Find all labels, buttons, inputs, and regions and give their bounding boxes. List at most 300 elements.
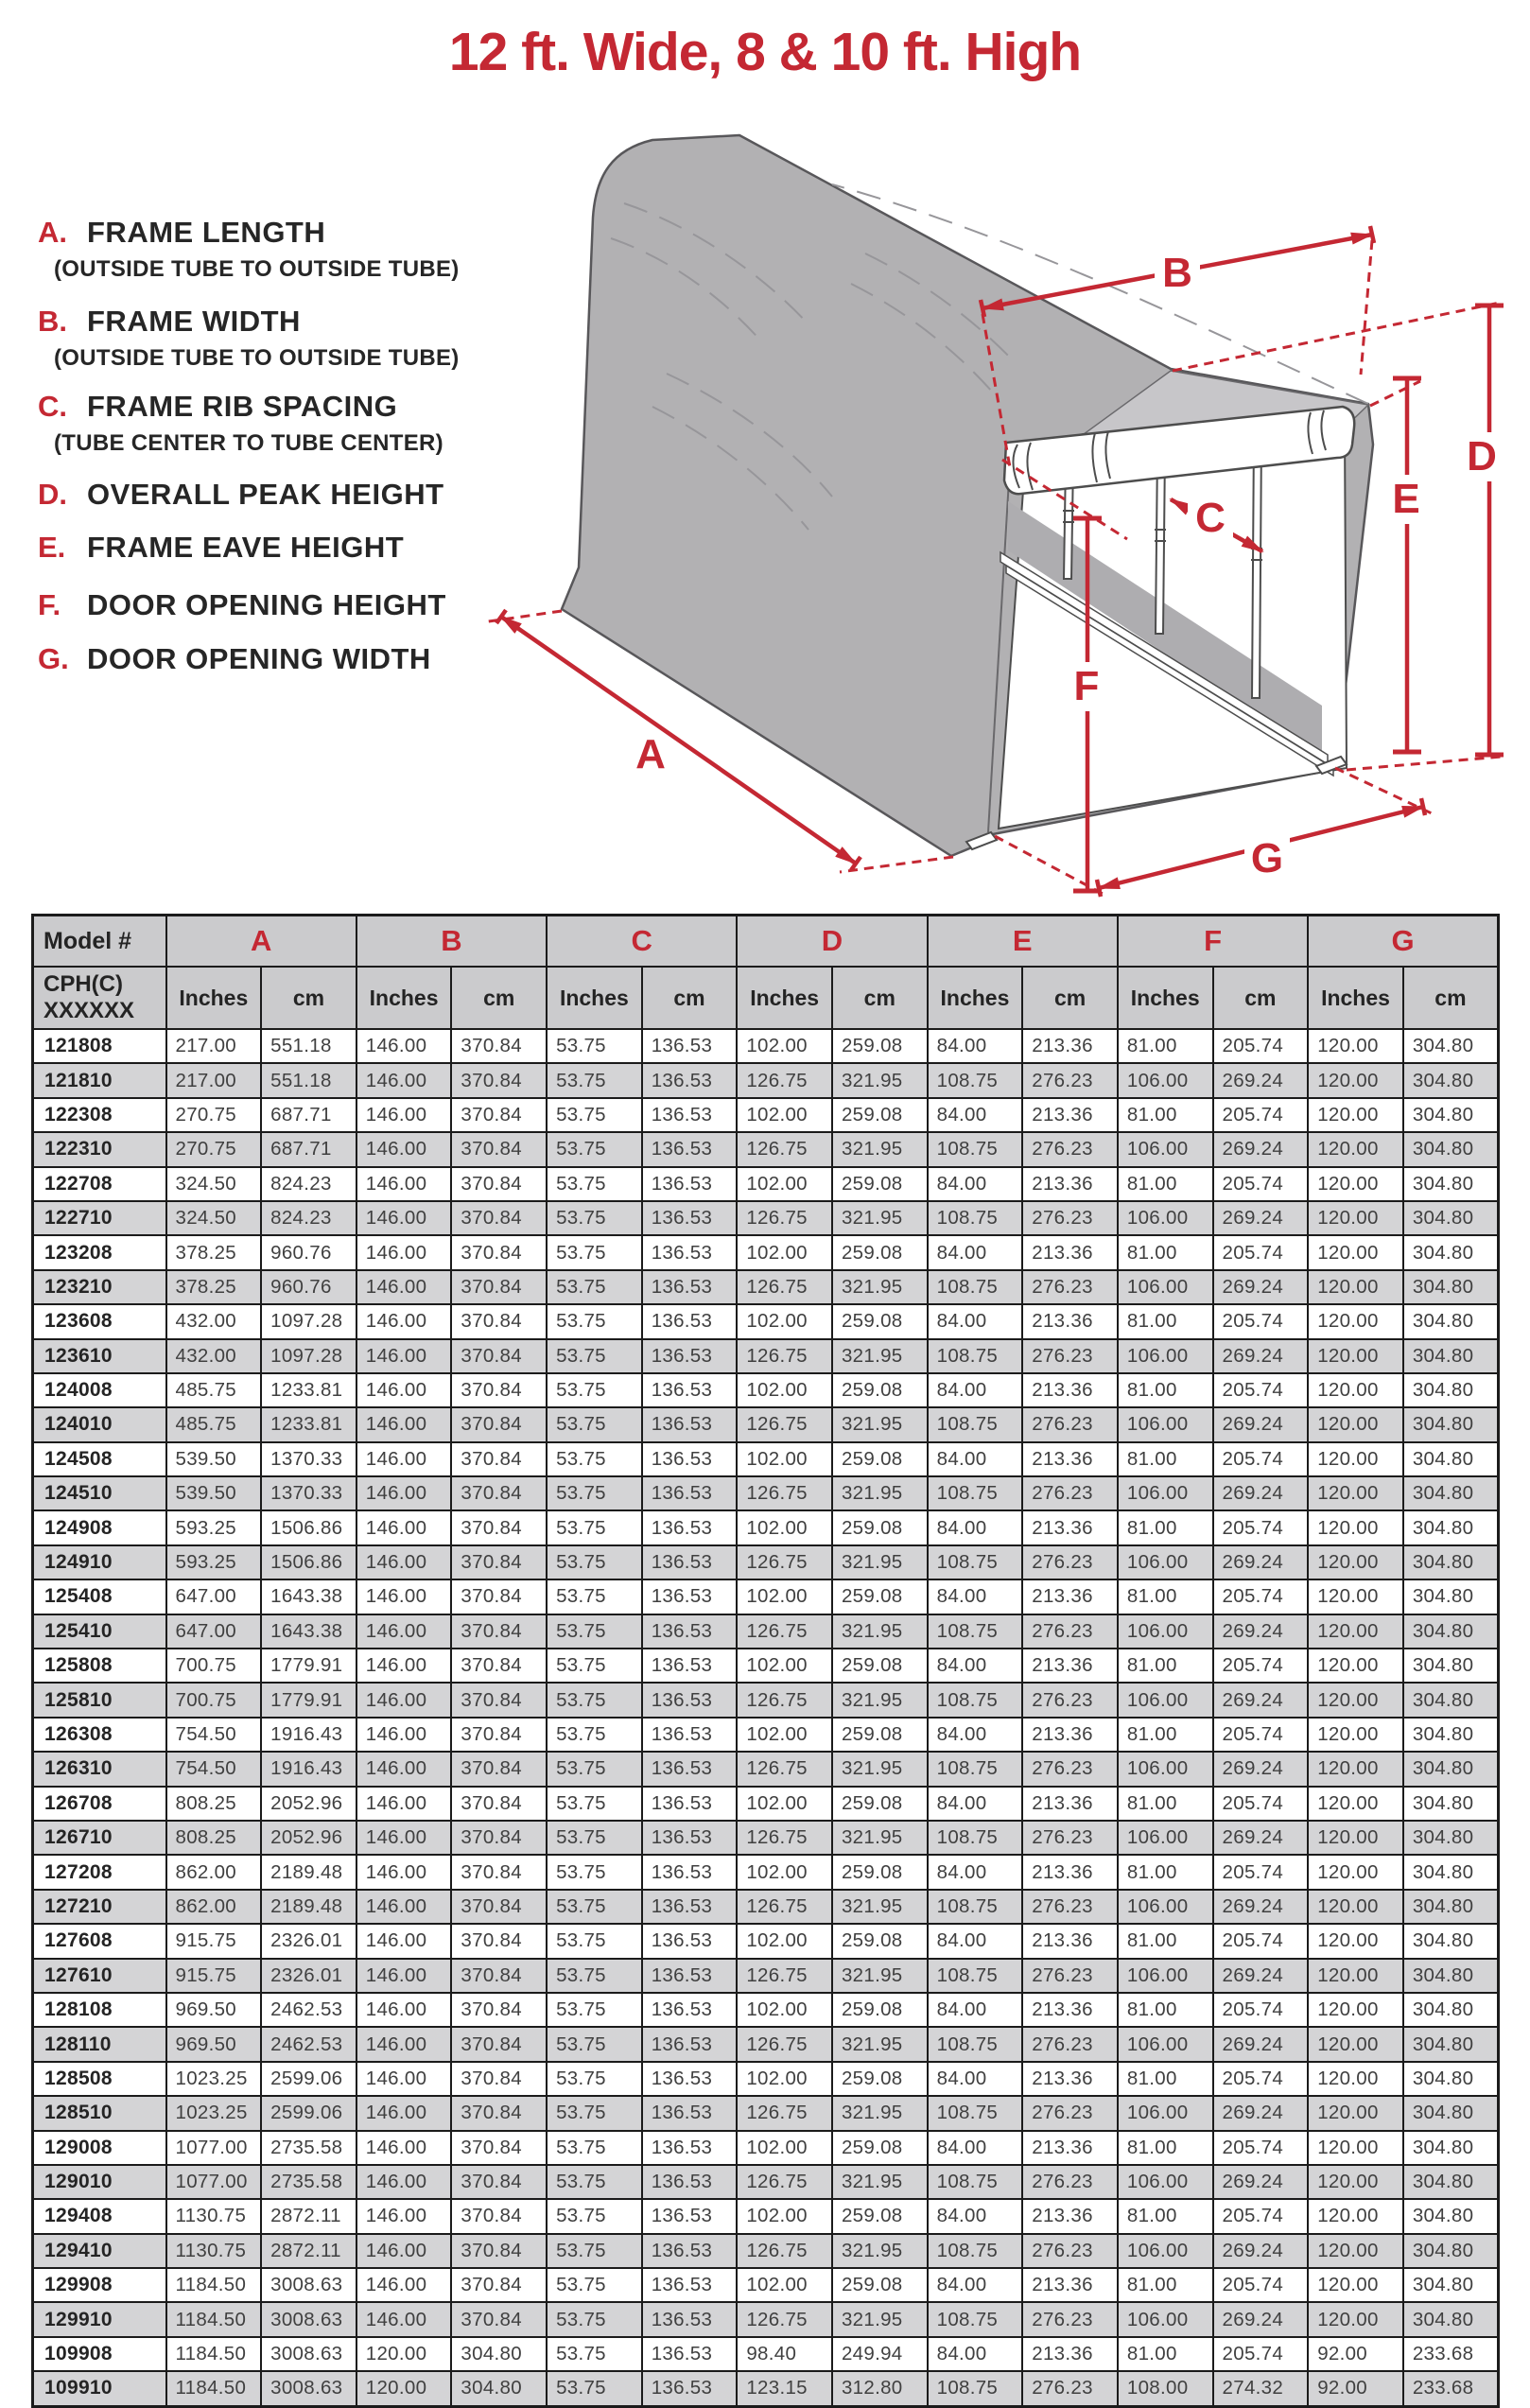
unit-header: Inches [166, 967, 262, 1029]
dimension-value-cell: 205.74 [1213, 1649, 1309, 1683]
dimension-value-cell: 84.00 [928, 1649, 1023, 1683]
dimension-value-cell: 432.00 [166, 1339, 262, 1373]
dimension-value-cell: 259.08 [832, 1029, 928, 1063]
dimension-value-cell: 53.75 [547, 1579, 642, 1614]
dimension-value-cell: 213.36 [1022, 1304, 1118, 1338]
dimension-value-cell: 700.75 [166, 1649, 262, 1683]
dimension-value-cell: 120.00 [1308, 2131, 1403, 2165]
dimension-value-cell: 136.53 [642, 2302, 738, 2336]
model-number-cell: 123608 [33, 1304, 166, 1338]
model-number-cell: 129410 [33, 2234, 166, 2268]
dimension-value-cell: 81.00 [1118, 1510, 1213, 1544]
model-number-cell: 129008 [33, 2131, 166, 2165]
dimension-value-cell: 205.74 [1213, 2131, 1309, 2165]
model-number-cell: 127608 [33, 1924, 166, 1958]
dimension-value-cell: 126.75 [737, 2234, 832, 2268]
dimension-value-cell: 276.23 [1022, 1752, 1118, 1786]
dimension-value-cell: 53.75 [547, 1787, 642, 1821]
dimension-value-cell: 120.00 [1308, 1201, 1403, 1235]
unit-header: cm [642, 967, 738, 1029]
unit-header: cm [261, 967, 356, 1029]
dim-label-e: E [1392, 476, 1420, 522]
dimension-value-cell: 102.00 [737, 2268, 832, 2302]
dimension-value-cell: 3008.63 [261, 2268, 356, 2302]
dimension-value-cell: 304.80 [1403, 1235, 1499, 1269]
dimension-value-cell: 321.95 [832, 1752, 928, 1786]
dimension-value-cell: 136.53 [642, 2371, 738, 2406]
dimension-value-cell: 81.00 [1118, 1442, 1213, 1476]
dimension-value-cell: 136.53 [642, 2096, 738, 2130]
model-number-cell: 122308 [33, 1098, 166, 1132]
dim-label-d: D [1467, 433, 1497, 480]
table-row [33, 1098, 1499, 1132]
dimension-value-cell: 269.24 [1213, 1476, 1309, 1510]
dimension-value-cell: 269.24 [1213, 2165, 1309, 2199]
dimension-value-cell: 213.36 [1022, 2131, 1118, 2165]
dimension-value-cell: 304.80 [1403, 1787, 1499, 1821]
dimension-value-cell: 126.75 [737, 1890, 832, 1924]
table-row [33, 1029, 1499, 1063]
dimension-value-cell: 120.00 [1308, 2302, 1403, 2336]
dimension-value-cell: 304.80 [1403, 2302, 1499, 2336]
dimension-value-cell: 217.00 [166, 1063, 262, 1097]
legend-letter-d: D. [38, 478, 67, 511]
table-row [33, 1270, 1499, 1304]
dimension-value-cell: 1184.50 [166, 2302, 262, 2336]
dimension-value-cell: 1779.91 [261, 1649, 356, 1683]
dimension-value-cell: 2189.48 [261, 1890, 356, 1924]
dimension-value-cell: 3008.63 [261, 2371, 356, 2406]
dimension-value-cell: 120.00 [1308, 1270, 1403, 1304]
dimension-value-cell: 321.95 [832, 1407, 928, 1441]
dimension-value-cell: 304.80 [1403, 1614, 1499, 1649]
dimension-value-cell: 84.00 [928, 1579, 1023, 1614]
dimension-value-cell: 304.80 [1403, 2131, 1499, 2165]
dimension-value-cell: 2326.01 [261, 1924, 356, 1958]
dimension-value-cell: 213.36 [1022, 1649, 1118, 1683]
legend-label: OVERALL PEAK HEIGHT [87, 478, 444, 511]
dimension-value-cell: 108.75 [928, 1201, 1023, 1235]
table-row [33, 2131, 1499, 2165]
model-number-cell: 127210 [33, 1890, 166, 1924]
dimension-value-cell: 108.75 [928, 1545, 1023, 1579]
dimension-value-cell: 269.24 [1213, 1821, 1309, 1855]
dim-label-b: B [1162, 250, 1192, 296]
dimension-value-cell: 213.36 [1022, 1167, 1118, 1201]
dimension-value-cell: 370.84 [451, 1545, 547, 1579]
dimension-value-cell: 370.84 [451, 1407, 547, 1441]
dimension-value-cell: 84.00 [928, 1787, 1023, 1821]
dimension-value-cell: 53.75 [547, 1098, 642, 1132]
dimension-value-cell: 213.36 [1022, 2199, 1118, 2233]
dimension-value-cell: 370.84 [451, 1098, 547, 1132]
dimension-value-cell: 126.75 [737, 1752, 832, 1786]
dimension-value-cell: 205.74 [1213, 1510, 1309, 1544]
unit-header: cm [1022, 967, 1118, 1029]
model-number-cell: 121808 [33, 1029, 166, 1063]
dimension-value-cell: 146.00 [356, 1510, 452, 1544]
dimension-value-cell: 120.00 [1308, 1373, 1403, 1407]
dimension-value-cell: 2599.06 [261, 2096, 356, 2130]
dimension-value-cell: 276.23 [1022, 1476, 1118, 1510]
legend-item-door-opening-height [38, 588, 446, 622]
dimension-value-cell: 1233.81 [261, 1373, 356, 1407]
dimension-value-cell: 1370.33 [261, 1476, 356, 1510]
table-row [33, 1614, 1499, 1649]
dimension-value-cell: 485.75 [166, 1407, 262, 1441]
dimension-value-cell: 213.36 [1022, 1855, 1118, 1889]
model-number-cell: 124910 [33, 1545, 166, 1579]
dimension-value-cell: 146.00 [356, 1442, 452, 1476]
dimension-value-cell: 1097.28 [261, 1304, 356, 1338]
dimension-value-cell: 274.32 [1213, 2371, 1309, 2406]
dimension-value-cell: 269.24 [1213, 2096, 1309, 2130]
dimension-value-cell: 84.00 [928, 2062, 1023, 2096]
dimension-value-cell: 102.00 [737, 1649, 832, 1683]
table-row [33, 1821, 1499, 1855]
legend-letter-b: B. [38, 305, 67, 338]
dimension-value-cell: 126.75 [737, 2096, 832, 2130]
model-number-cell: 124908 [33, 1510, 166, 1544]
dimension-value-cell: 205.74 [1213, 1855, 1309, 1889]
table-row [33, 1683, 1499, 1717]
dimension-value-cell: 108.75 [928, 2096, 1023, 2130]
dimension-value-cell: 146.00 [356, 1545, 452, 1579]
dimension-value-cell: 213.36 [1022, 1029, 1118, 1063]
dimension-value-cell: 1184.50 [166, 2337, 262, 2371]
legend-line [38, 642, 431, 676]
dimension-value-cell: 120.00 [1308, 1959, 1403, 1993]
dimension-value-cell: 102.00 [737, 1993, 832, 2027]
dimension-value-cell: 84.00 [928, 1718, 1023, 1752]
legend-letter-e: E. [38, 531, 66, 564]
dimension-value-cell: 304.80 [1403, 2062, 1499, 2096]
dimension-value-cell: 126.75 [737, 1339, 832, 1373]
dimension-line-e [1370, 378, 1421, 752]
dimension-value-cell: 81.00 [1118, 1167, 1213, 1201]
dimension-value-cell: 53.75 [547, 1510, 642, 1544]
dimension-value-cell: 276.23 [1022, 2096, 1118, 2130]
dimension-value-cell: 213.36 [1022, 2062, 1118, 2096]
dimension-value-cell: 53.75 [547, 1924, 642, 1958]
model-number-cell: 122708 [33, 1167, 166, 1201]
dimension-value-cell: 136.53 [642, 1649, 738, 1683]
dimension-value-cell: 647.00 [166, 1579, 262, 1614]
dimension-value-cell: 370.84 [451, 1993, 547, 2027]
dimension-value-cell: 120.00 [1308, 1545, 1403, 1579]
dimension-value-cell: 270.75 [166, 1132, 262, 1166]
dimension-value-cell: 259.08 [832, 1098, 928, 1132]
dimension-value-cell: 647.00 [166, 1614, 262, 1649]
dimension-value-cell: 304.80 [1403, 1132, 1499, 1166]
dimension-letter-header: F [1118, 916, 1308, 968]
dimension-value-cell: 370.84 [451, 1752, 547, 1786]
dimension-value-cell: 84.00 [928, 1304, 1023, 1338]
table-row [33, 2096, 1499, 2130]
dimension-value-cell: 136.53 [642, 1442, 738, 1476]
dimension-value-cell: 108.75 [928, 1339, 1023, 1373]
dimension-value-cell: 120.00 [1308, 2199, 1403, 2233]
table-row [33, 1201, 1499, 1235]
dimension-value-cell: 304.80 [1403, 1649, 1499, 1683]
dimension-value-cell: 321.95 [832, 1201, 928, 1235]
dimension-value-cell: 53.75 [547, 2027, 642, 2061]
dimension-value-cell: 276.23 [1022, 2234, 1118, 2268]
dimension-value-cell: 1184.50 [166, 2268, 262, 2302]
dimension-value-cell: 102.00 [737, 2131, 832, 2165]
dimension-value-cell: 126.75 [737, 2302, 832, 2336]
dimension-value-cell: 304.80 [1403, 1270, 1499, 1304]
dimension-value-cell: 304.80 [1403, 1752, 1499, 1786]
model-number-header: Model # [33, 916, 166, 968]
dimension-value-cell: 1643.38 [261, 1579, 356, 1614]
model-number-cell: 129408 [33, 2199, 166, 2233]
dimension-value-cell: 276.23 [1022, 1407, 1118, 1441]
dimension-value-cell: 1184.50 [166, 2371, 262, 2406]
dimension-value-cell: 102.00 [737, 1510, 832, 1544]
dimension-value-cell: 126.75 [737, 1476, 832, 1510]
dimension-value-cell: 259.08 [832, 1373, 928, 1407]
dimension-value-cell: 276.23 [1022, 1683, 1118, 1717]
dimension-value-cell: 53.75 [547, 1063, 642, 1097]
dimension-value-cell: 53.75 [547, 1373, 642, 1407]
dimension-value-cell: 136.53 [642, 2337, 738, 2371]
table-row [33, 1959, 1499, 1993]
dimension-value-cell: 136.53 [642, 2268, 738, 2302]
dimension-value-cell: 136.53 [642, 1476, 738, 1510]
dimension-value-cell: 304.80 [1403, 2096, 1499, 2130]
unit-header: cm [1213, 967, 1309, 1029]
model-number-cell: 126310 [33, 1752, 166, 1786]
table-row [33, 1924, 1499, 1958]
dimension-value-cell: 81.00 [1118, 1787, 1213, 1821]
dimension-value-cell: 120.00 [1308, 1132, 1403, 1166]
dimension-value-cell: 146.00 [356, 1304, 452, 1338]
dimension-value-cell: 106.00 [1118, 1545, 1213, 1579]
model-number-cell: 129908 [33, 2268, 166, 2302]
dimension-value-cell: 824.23 [261, 1201, 356, 1235]
dimension-value-cell: 106.00 [1118, 1407, 1213, 1441]
dimension-value-cell: 370.84 [451, 1442, 547, 1476]
dimension-value-cell: 370.84 [451, 1924, 547, 1958]
dimension-value-cell: 146.00 [356, 1959, 452, 1993]
dimension-value-cell: 120.00 [1308, 1683, 1403, 1717]
dimension-value-cell: 304.80 [1403, 1545, 1499, 1579]
dimension-value-cell: 205.74 [1213, 2199, 1309, 2233]
dimension-value-cell: 108.75 [928, 1959, 1023, 1993]
dimension-value-cell: 146.00 [356, 1752, 452, 1786]
dimension-value-cell: 136.53 [642, 1959, 738, 1993]
dimension-value-cell: 269.24 [1213, 1132, 1309, 1166]
dimension-value-cell: 146.00 [356, 1339, 452, 1373]
dimension-value-cell: 269.24 [1213, 1545, 1309, 1579]
dimension-value-cell: 108.75 [928, 1614, 1023, 1649]
dimension-value-cell: 304.80 [1403, 1924, 1499, 1958]
model-number-cell: 122710 [33, 1201, 166, 1235]
dimension-value-cell: 84.00 [928, 2268, 1023, 2302]
dimension-value-cell: 53.75 [547, 1890, 642, 1924]
dimension-value-cell: 123.15 [737, 2371, 832, 2406]
dimension-value-cell: 120.00 [1308, 1649, 1403, 1683]
dimension-value-cell: 136.53 [642, 1167, 738, 1201]
dimension-value-cell: 106.00 [1118, 2234, 1213, 2268]
legend-item-door-opening-width [38, 642, 431, 676]
dimension-value-cell: 700.75 [166, 1683, 262, 1717]
dimension-value-cell: 370.84 [451, 1579, 547, 1614]
dimension-value-cell: 304.80 [1403, 1510, 1499, 1544]
dimension-value-cell: 146.00 [356, 2096, 452, 2130]
model-number-cell: 128110 [33, 2027, 166, 2061]
model-number-cell: 124510 [33, 1476, 166, 1510]
dimension-value-cell: 102.00 [737, 1098, 832, 1132]
table-row [33, 1339, 1499, 1373]
dimension-value-cell: 136.53 [642, 1924, 738, 1958]
dimension-value-cell: 205.74 [1213, 1373, 1309, 1407]
dimension-value-cell: 370.84 [451, 1855, 547, 1889]
dimension-value-cell: 304.80 [1403, 1993, 1499, 2027]
dimension-value-cell: 304.80 [451, 2371, 547, 2406]
dimension-value-cell: 304.80 [1403, 2027, 1499, 2061]
table-row [33, 1167, 1499, 1201]
dimension-value-cell: 1506.86 [261, 1510, 356, 1544]
dimension-value-cell: 53.75 [547, 1718, 642, 1752]
dimension-value-cell: 304.80 [1403, 1373, 1499, 1407]
dimension-value-cell: 205.74 [1213, 1718, 1309, 1752]
dimension-value-cell: 81.00 [1118, 1579, 1213, 1614]
dimension-value-cell: 146.00 [356, 1614, 452, 1649]
dimension-value-cell: 824.23 [261, 1167, 356, 1201]
legend-label: FRAME LENGTH [87, 216, 326, 249]
dimension-value-cell: 108.75 [928, 2027, 1023, 2061]
dimension-value-cell: 102.00 [737, 1304, 832, 1338]
dimension-value-cell: 269.24 [1213, 1201, 1309, 1235]
model-number-cell: 128510 [33, 2096, 166, 2130]
dimension-value-cell: 146.00 [356, 1063, 452, 1097]
dimension-value-cell: 370.84 [451, 2027, 547, 2061]
dimension-value-cell: 84.00 [928, 1855, 1023, 1889]
dimension-value-cell: 321.95 [832, 2302, 928, 2336]
dimension-value-cell: 106.00 [1118, 2165, 1213, 2199]
unit-header: cm [451, 967, 547, 1029]
dimension-value-cell: 126.75 [737, 1270, 832, 1304]
table-row [33, 1442, 1499, 1476]
dimension-value-cell: 146.00 [356, 1579, 452, 1614]
dimension-value-cell: 146.00 [356, 2062, 452, 2096]
dimension-value-cell: 205.74 [1213, 1924, 1309, 1958]
dimension-value-cell: 269.24 [1213, 1683, 1309, 1717]
dimension-value-cell: 321.95 [832, 1683, 928, 1717]
dimension-value-cell: 370.84 [451, 1270, 547, 1304]
dimension-value-cell: 205.74 [1213, 1442, 1309, 1476]
dimension-value-cell: 108.75 [928, 1890, 1023, 1924]
dimension-value-cell: 81.00 [1118, 1304, 1213, 1338]
dimension-value-cell: 1506.86 [261, 1545, 356, 1579]
dimension-value-cell: 2735.58 [261, 2165, 356, 2199]
dimension-value-cell: 84.00 [928, 1235, 1023, 1269]
dimension-value-cell: 136.53 [642, 1373, 738, 1407]
dimension-value-cell: 485.75 [166, 1373, 262, 1407]
legend-label: FRAME RIB SPACING [87, 390, 398, 423]
dimension-value-cell: 321.95 [832, 2096, 928, 2130]
dimension-value-cell: 136.53 [642, 1201, 738, 1235]
dimension-value-cell: 213.36 [1022, 1442, 1118, 1476]
legend-label: FRAME EAVE HEIGHT [87, 531, 405, 564]
dimension-value-cell: 146.00 [356, 1476, 452, 1510]
model-number-cell: 124008 [33, 1373, 166, 1407]
dimension-value-cell: 370.84 [451, 1683, 547, 1717]
table-row [33, 1476, 1499, 1510]
dimension-value-cell: 304.80 [1403, 1167, 1499, 1201]
dimension-value-cell: 808.25 [166, 1787, 262, 1821]
legend-sublabel: (OUTSIDE TUBE TO OUTSIDE TUBE) [54, 256, 460, 282]
dimension-value-cell: 304.80 [1403, 1683, 1499, 1717]
dimension-value-cell: 102.00 [737, 1373, 832, 1407]
dimension-value-cell: 269.24 [1213, 1614, 1309, 1649]
dimension-value-cell: 120.00 [1308, 1718, 1403, 1752]
legend-item-frame-length [38, 216, 460, 283]
dimension-value-cell: 269.24 [1213, 1339, 1309, 1373]
dimension-value-cell: 81.00 [1118, 1718, 1213, 1752]
dimension-value-cell: 81.00 [1118, 1855, 1213, 1889]
dimension-value-cell: 3008.63 [261, 2337, 356, 2371]
dimension-value-cell: 304.80 [1403, 2165, 1499, 2199]
dimension-value-cell: 1916.43 [261, 1718, 356, 1752]
dimension-value-cell: 2052.96 [261, 1821, 356, 1855]
dimension-value-cell: 259.08 [832, 1787, 928, 1821]
dimension-value-cell: 960.76 [261, 1235, 356, 1269]
dimension-value-cell: 1779.91 [261, 1683, 356, 1717]
dimension-value-cell: 120.00 [1308, 1442, 1403, 1476]
dimension-value-cell: 84.00 [928, 1029, 1023, 1063]
table-row [33, 2268, 1499, 2302]
legend-line [38, 478, 444, 512]
dimension-value-cell: 432.00 [166, 1304, 262, 1338]
dimension-value-cell: 92.00 [1308, 2371, 1403, 2406]
dimension-value-cell: 551.18 [261, 1063, 356, 1097]
dimension-value-cell: 102.00 [737, 1029, 832, 1063]
dimension-value-cell: 312.80 [832, 2371, 928, 2406]
dimension-value-cell: 53.75 [547, 2131, 642, 2165]
dimension-value-cell: 106.00 [1118, 1339, 1213, 1373]
dimension-value-cell: 106.00 [1118, 1614, 1213, 1649]
dimension-value-cell: 102.00 [737, 2199, 832, 2233]
dimension-value-cell: 120.00 [1308, 2062, 1403, 2096]
shelter-diagram [473, 95, 1530, 927]
unit-header: cm [1403, 967, 1499, 1029]
dimension-value-cell: 53.75 [547, 2337, 642, 2371]
dimension-value-cell: 136.53 [642, 1787, 738, 1821]
dimension-value-cell: 136.53 [642, 2062, 738, 2096]
dimension-value-cell: 259.08 [832, 1167, 928, 1201]
dimension-value-cell: 136.53 [642, 1855, 738, 1889]
dimension-value-cell: 81.00 [1118, 2131, 1213, 2165]
model-number-cell: 127208 [33, 1855, 166, 1889]
dimension-value-cell: 146.00 [356, 1683, 452, 1717]
dimension-value-cell: 1130.75 [166, 2234, 262, 2268]
model-number-cell: 129910 [33, 2302, 166, 2336]
dimension-value-cell: 2462.53 [261, 1993, 356, 2027]
dimension-value-cell: 102.00 [737, 1235, 832, 1269]
table-row [33, 1649, 1499, 1683]
dimension-value-cell: 108.75 [928, 2165, 1023, 2199]
model-prefix-line1: CPH(C) [43, 971, 123, 998]
dimension-value-cell: 269.24 [1213, 1270, 1309, 1304]
dimension-value-cell: 539.50 [166, 1476, 262, 1510]
table-row [33, 1718, 1499, 1752]
dimension-value-cell: 146.00 [356, 1235, 452, 1269]
dimension-value-cell: 370.84 [451, 2199, 547, 2233]
dimension-value-cell: 81.00 [1118, 1924, 1213, 1958]
